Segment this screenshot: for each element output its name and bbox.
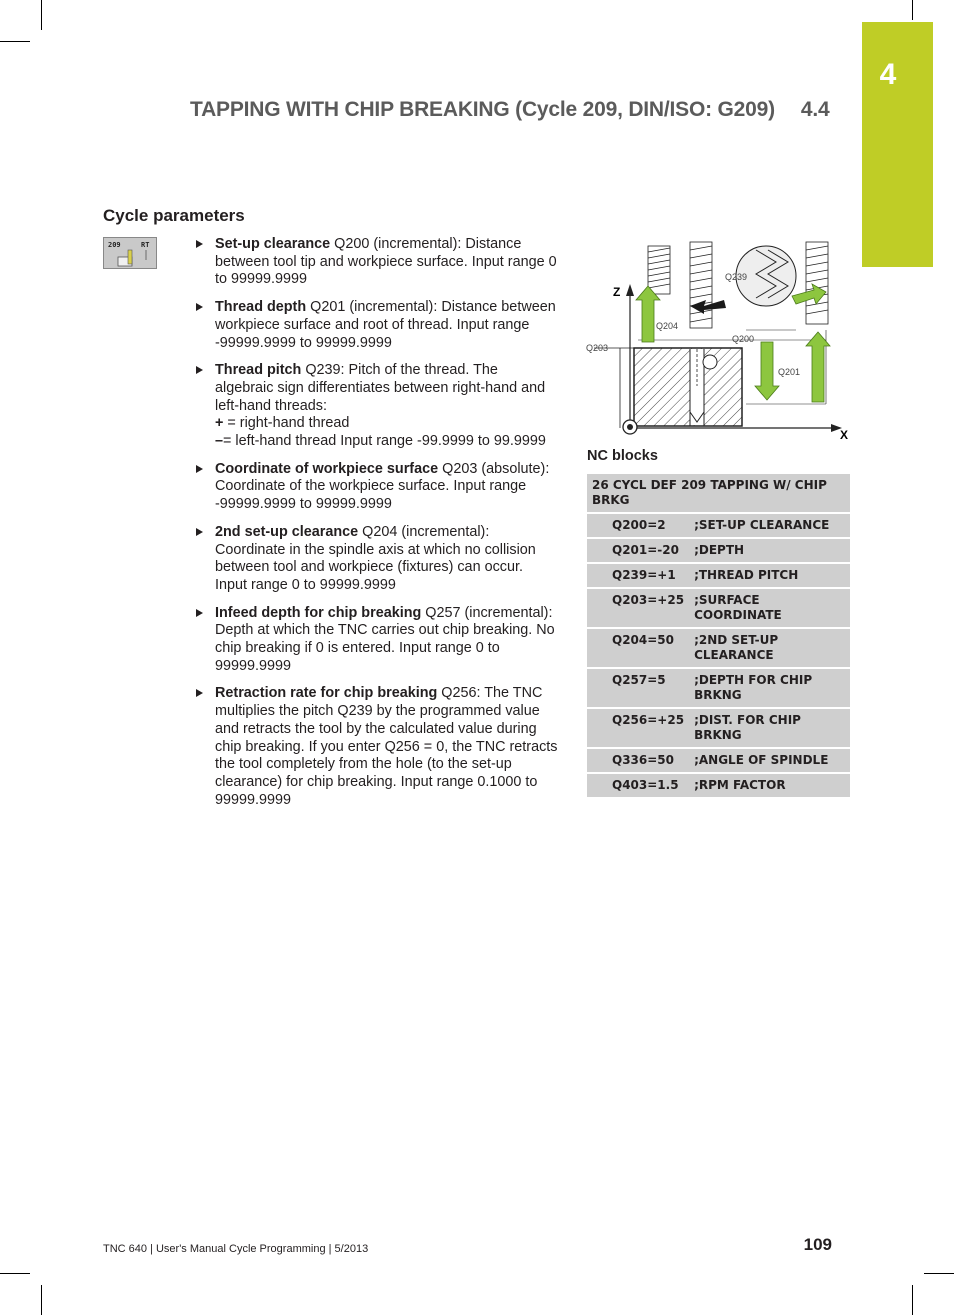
bullet-triangle-icon (196, 366, 203, 374)
tap-tool-3 (806, 242, 828, 324)
crop-mark (0, 41, 30, 42)
param-text: Q257 (incremental): Depth at which the TNC carries out chip breaking. No chip breaking if 0 is entered. Input range 0 to 99999.9999 (215, 604, 555, 674)
crop-mark (912, 1285, 913, 1315)
green-arrow-q200 (755, 342, 779, 400)
table-row (587, 539, 850, 562)
q204-label: Q204 (656, 321, 679, 331)
param-thread-depth (196, 299, 558, 352)
param-setup-clearance (196, 236, 558, 289)
nc-header-cell: 26 CYCL DEF 209 TAPPING W/ CHIP BRKG (587, 474, 850, 512)
nc-code-cell: Q201=-20 (587, 539, 689, 562)
param-text: Q256: The TNC multiplies the pitch Q239 by the programmed value and retracts the tool by the calculated value during chip breaking. If you enter Q256 = 0, the TNC retracts the tool completely from the hole (to the set-up clearance) for chip breaking. Input range 0.1000 to 99999.9999 (215, 685, 558, 808)
q201-label: Q201 (778, 367, 801, 377)
param-name: 2nd set-up clearance (215, 523, 359, 540)
nc-code-cell: Q336=50 (587, 749, 689, 772)
table-row (587, 514, 850, 537)
nc-code-cell: Q257=5 (587, 669, 689, 707)
minus-sign: – (215, 433, 224, 450)
header-section-number: 4.4 (800, 98, 830, 121)
header-title: TAPPING WITH CHIP BREAKING (Cycle 209, DIN/ISO: G209) (190, 98, 775, 121)
bullet-triangle-icon (196, 303, 203, 311)
minus-text: = left-hand thread Input range -99.9999 to 99.9999 (223, 433, 546, 450)
param-name: Coordinate of workpiece surface (215, 460, 439, 477)
table-row (587, 629, 850, 667)
table-row (587, 749, 850, 772)
table-row (587, 589, 850, 627)
nc-comment-cell: ;DIST. FOR CHIP BRKNG (689, 709, 850, 747)
chapter-number: 4 (879, 58, 897, 91)
crop-mark (41, 1285, 42, 1315)
q203-label: Q203 (586, 343, 609, 353)
nc-blocks-table (587, 472, 850, 799)
nc-code-cell: Q203=+25 (587, 589, 689, 627)
section-title: Cycle parameters (103, 206, 245, 225)
q239-label: Q239 (725, 272, 748, 282)
crop-mark (924, 1273, 954, 1274)
param-name: Thread depth (215, 299, 307, 316)
workpiece (634, 348, 742, 426)
table-row (587, 564, 850, 587)
bullet-triangle-icon (196, 528, 203, 536)
tap-tool-2 (690, 242, 712, 328)
param-surface-coordinate (196, 461, 558, 514)
crop-mark (912, 0, 913, 20)
table-row (587, 709, 850, 747)
z-axis-label: Z (613, 285, 621, 299)
param-name: Infeed depth for chip breaking (215, 604, 422, 621)
table-row (587, 669, 850, 707)
nc-comment-cell: ;DEPTH (689, 539, 850, 562)
param-thread-pitch (196, 362, 558, 451)
q200-label: Q200 (732, 334, 755, 344)
crop-mark (41, 0, 42, 30)
param-text: Q239: Pitch of the thread. The algebraic sign differentiates between right-hand and left-hand threads: (215, 362, 546, 414)
tapping-diagram (586, 236, 854, 444)
page-number: 109 (803, 1235, 832, 1254)
parameter-list (196, 236, 558, 819)
nc-comment-cell: ;2ND SET-UP CLEARANCE (689, 629, 850, 667)
nc-comment-cell: ;RPM FACTOR (689, 774, 850, 797)
param-infeed-depth (196, 605, 558, 676)
plus-text: = right-hand thread (223, 415, 350, 432)
nc-code-cell: Q200=2 (587, 514, 689, 537)
param-text: Q204 (incremental): Coordinate in the spindle axis at which no collision between tool and workpiece (fixtures) can occur. Input range 0 to 99999.9999 (215, 523, 536, 593)
nc-blocks-title: NC blocks (587, 448, 658, 464)
bullet-triangle-icon (196, 240, 203, 248)
nc-comment-cell: ;SURFACE COORDINATE (689, 589, 850, 627)
param-text: Q203 (absolute): Coordinate of the workpiece surface. Input range -99999.9999 to 99999.9999 (215, 460, 550, 513)
softkey-label-right: RT (141, 241, 150, 249)
green-arrow-q201 (806, 332, 830, 402)
cycle-softkey-icon (103, 237, 157, 269)
param-2nd-setup-clearance (196, 524, 558, 595)
param-text: Q200 (incremental): Distance between tool tip and workpiece surface. Input range 0 to 99999.9999 (215, 236, 557, 288)
softkey-label-left: 209 (108, 241, 121, 249)
x-axis-label: X (840, 428, 849, 442)
param-text: Q201 (incremental): Distance between workpiece surface and root of thread. Input range -99999.9999 to 99999.9999 (215, 299, 556, 351)
tap-tool-1 (648, 246, 670, 294)
param-name: Retraction rate for chip breaking (215, 685, 438, 702)
running-header (190, 98, 830, 122)
plus-sign: + (215, 415, 224, 432)
nc-code-cell: Q204=50 (587, 629, 689, 667)
bullet-triangle-icon (196, 609, 203, 617)
table-row (587, 474, 850, 512)
param-retraction-rate (196, 685, 558, 809)
crop-mark (0, 1273, 30, 1274)
param-name: Thread pitch (215, 362, 302, 379)
table-row (587, 774, 850, 797)
nc-comment-cell: ;DEPTH FOR CHIP BRKNG (689, 669, 850, 707)
bullet-triangle-icon (196, 465, 203, 473)
nc-code-cell: Q239=+1 (587, 564, 689, 587)
footer-text: TNC 640 | User's Manual Cycle Programming | 5/2013 (103, 1243, 369, 1255)
nc-comment-cell: ;THREAD PITCH (689, 564, 850, 587)
nc-code-cell: Q256=+25 (587, 709, 689, 747)
nc-code-cell: Q403=1.5 (587, 774, 689, 797)
param-name: Set-up clearance (215, 236, 331, 252)
nc-comment-cell: ;SET-UP CLEARANCE (689, 514, 850, 537)
bullet-triangle-icon (196, 689, 203, 697)
nc-comment-cell: ;ANGLE OF SPINDLE (689, 749, 850, 772)
